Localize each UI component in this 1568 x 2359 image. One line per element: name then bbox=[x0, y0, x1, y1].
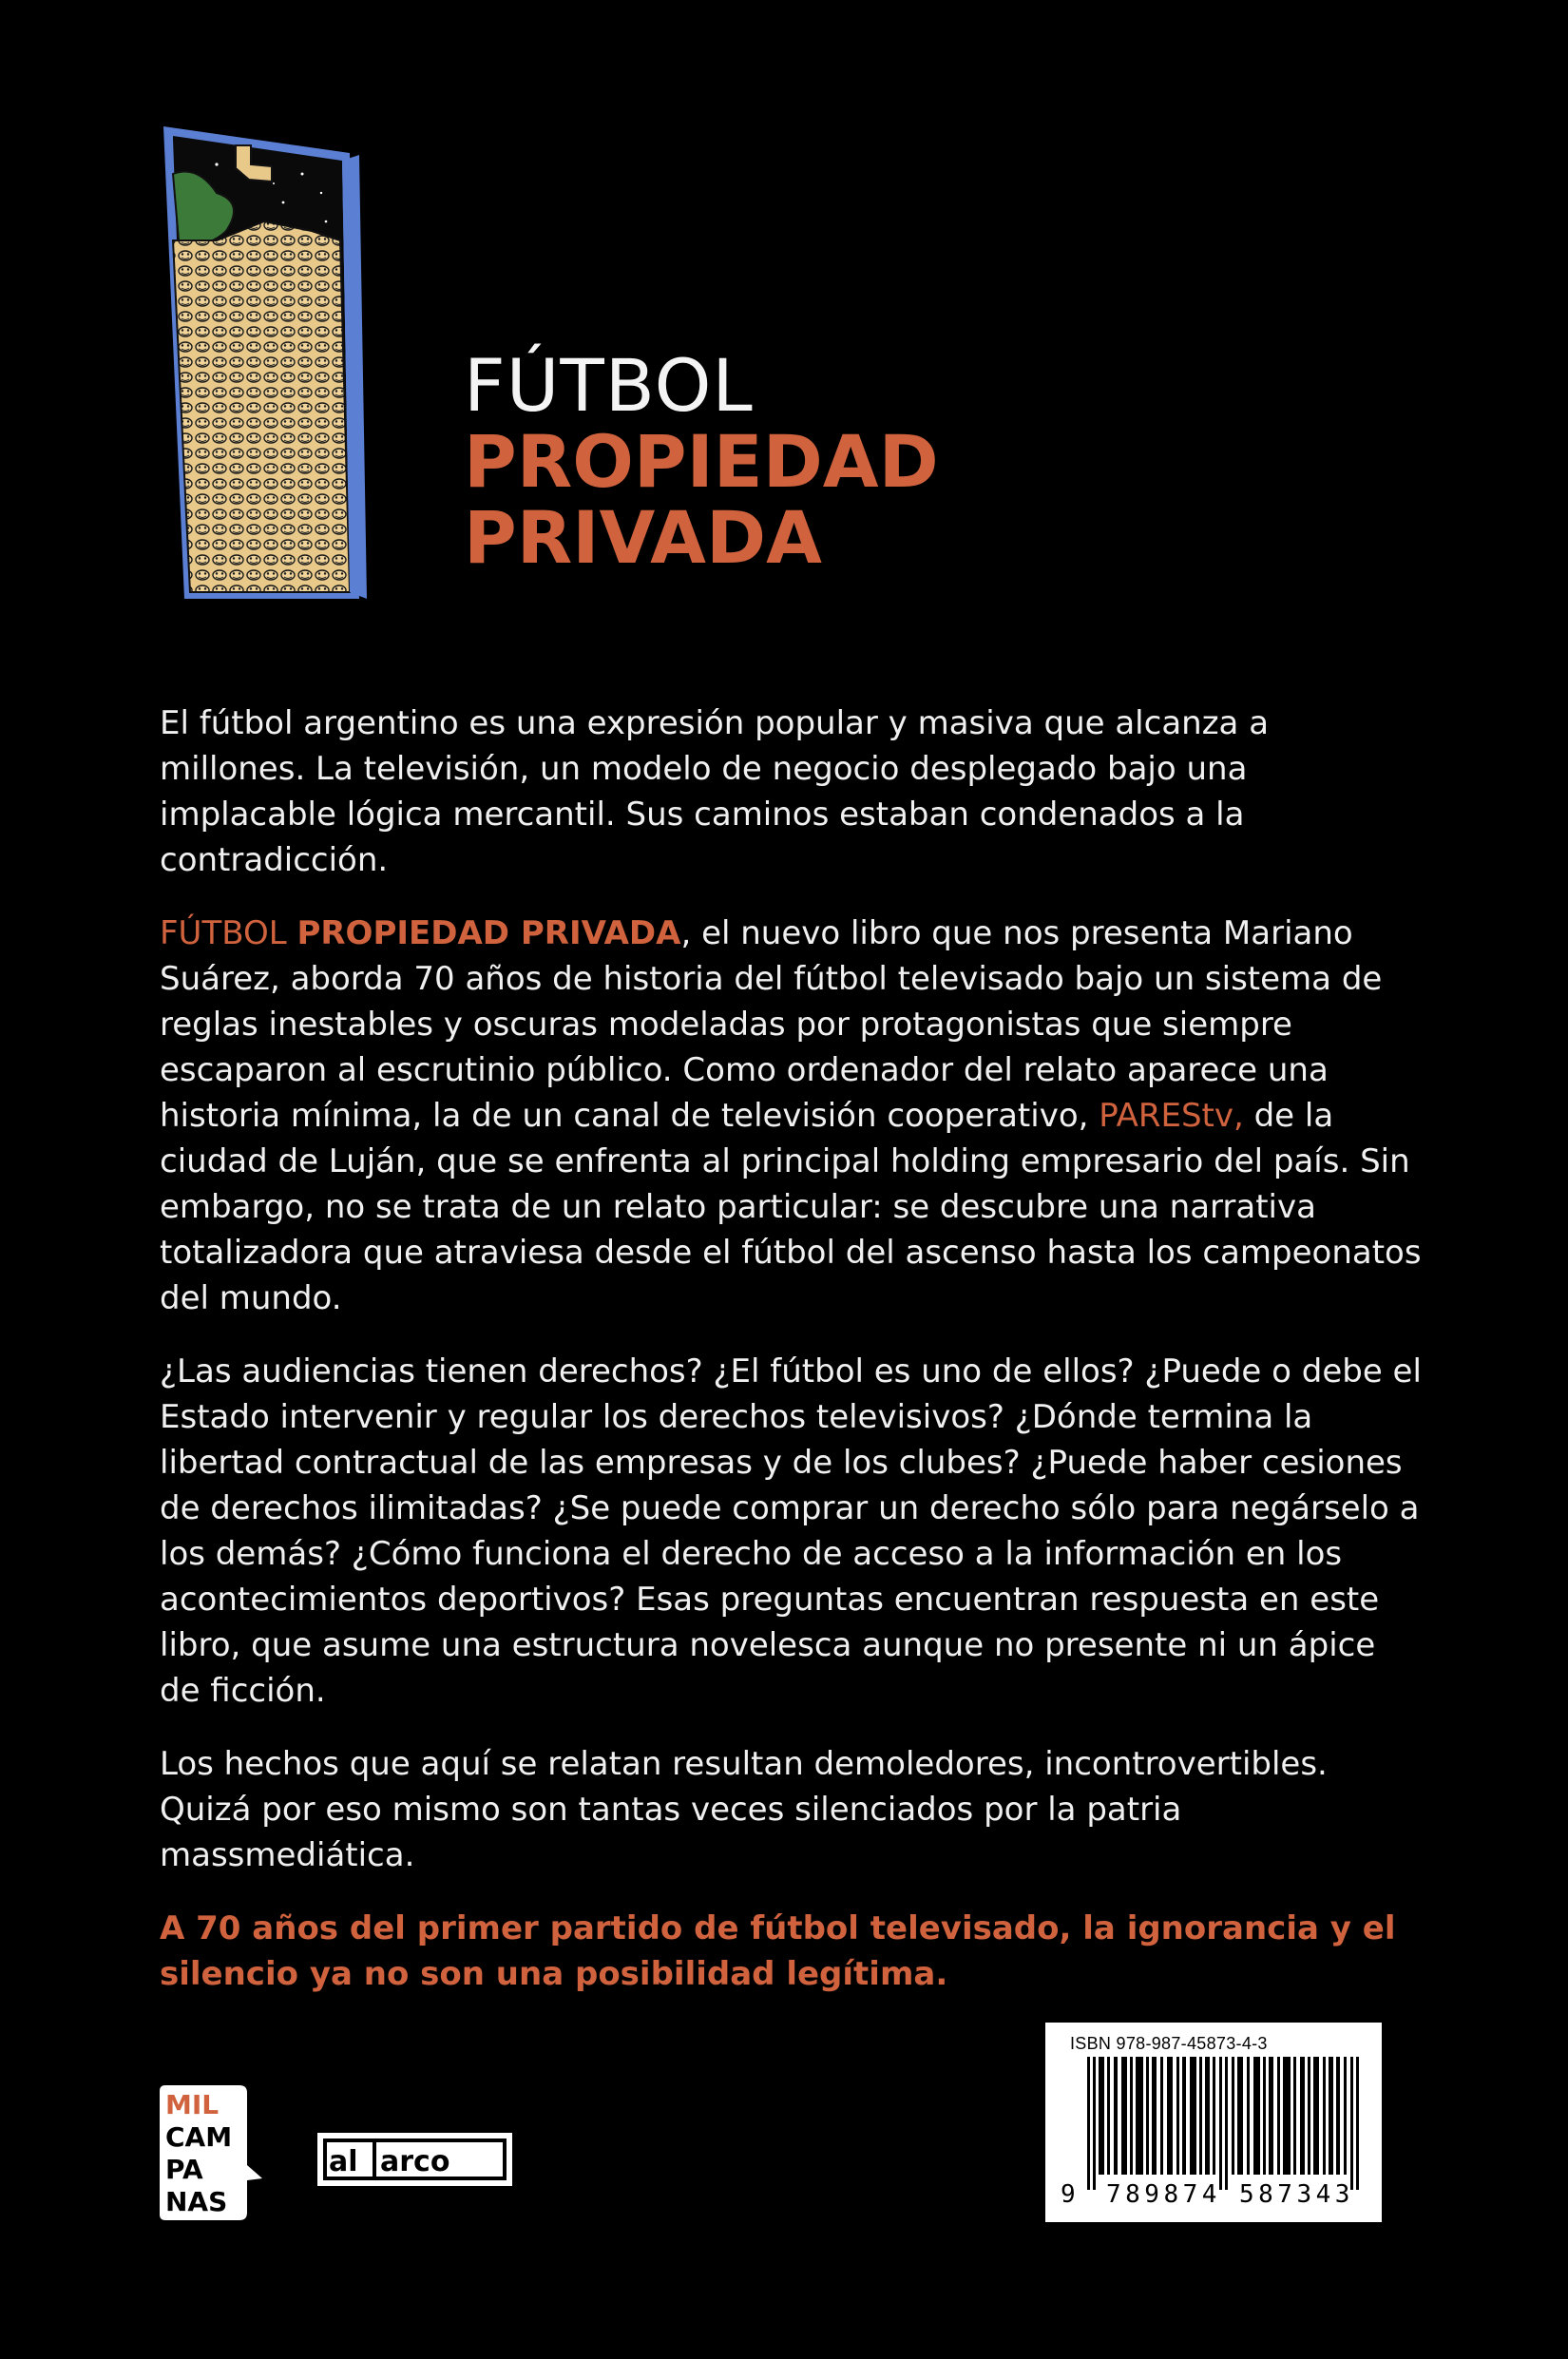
title-line-2: PROPIEDAD bbox=[464, 419, 939, 504]
paragraph-4: Los hechos que aquí se relatan resultan demoledores, incontrovertibles. Quizá por eso mismo son tantas veces silenciados por la patria massmediática. bbox=[160, 1745, 1328, 1874]
svg-text:NAS: NAS bbox=[165, 2186, 228, 2217]
alarco-logo bbox=[317, 2133, 512, 2186]
book-title-inline-b: PROPIEDAD PRIVADA bbox=[296, 914, 681, 952]
book-title-inline-a: FÚTBOL bbox=[160, 914, 297, 952]
paragraph-2 bbox=[160, 911, 1424, 1321]
stadium-crowd-illustration bbox=[160, 126, 373, 599]
isbn-label: ISBN 978-987-45873-4-3 bbox=[1070, 2034, 1268, 2053]
svg-text:PA: PA bbox=[165, 2154, 203, 2185]
paragraph-2-text-a: , el nuevo libro que nos presenta Mariano Suárez, aborda 70 años de historia del fútbol televisado bajo un sistema de reglas inestables y oscuras modeladas por protagonistas que siempre escaparon al escrutinio público. Como ordenador del relato aparece una historia mínima, la de un canal de televisión cooperativo, bbox=[160, 914, 1383, 1135]
isbn-barcode bbox=[1045, 2023, 1382, 2222]
svg-text:CAM: CAM bbox=[165, 2121, 233, 2153]
closing-statement: A 70 años del primer partido de fútbol televisado, la ignorancia y el silencio ya no son una posibilidad legítima. bbox=[160, 1909, 1396, 1993]
barcode-digit-first: 9 bbox=[1061, 2180, 1078, 2209]
synopsis bbox=[160, 700, 1424, 2024]
book-title bbox=[464, 343, 939, 580]
svg-text:al: al bbox=[329, 2145, 358, 2178]
title-line-1: FÚTBOL bbox=[464, 343, 754, 428]
barcode-bars bbox=[1087, 2057, 1363, 2190]
parestv-highlight: PAREStv, bbox=[1099, 1097, 1244, 1135]
barcode-digit-group-2: 587343 bbox=[1239, 2180, 1354, 2209]
paragraph-2-text-b: de la ciudad de Luján, que se enfrenta al principal holding empresario del país. Sin embargo, no se trata de un relato particular: se descubre una narrativa totalizadora que atraviesa desde el fútbol del ascenso hasta los campeonatos del mundo. bbox=[160, 1097, 1422, 1317]
paragraph-3: ¿Las audiencias tienen derechos? ¿El fútbol es uno de ellos? ¿Puede o debe el Estado intervenir y regular los derechos televisivos? ¿Dónde termina la libertad contractual de las empresas y de los clubes? ¿Puede haber cesiones de derechos ilimitadas? ¿Se puede comprar un derecho sólo para negárselo a los demás? ¿Cómo funciona el derecho de acceso a la información en los acontecimientos deportivos? Esas preguntas encuentran respuesta en este libro, que asume una estructura novelesca aunque no presente ni un ápice de ficción. bbox=[160, 1352, 1422, 1710]
barcode-digit-group-1: 789874 bbox=[1106, 2180, 1221, 2209]
title-line-3: PRIVADA bbox=[464, 495, 822, 580]
svg-text:arco: arco bbox=[380, 2145, 450, 2178]
paragraph-1: El fútbol argentino es una expresión popular y masiva que alcanza a millones. La televisión, un modelo de negocio desplegado bajo una implacable lógica mercantil. Sus caminos estaban condenados a la contradicción. bbox=[160, 704, 1270, 879]
milcampanas-logo bbox=[160, 2085, 262, 2220]
svg-text:MIL: MIL bbox=[165, 2089, 220, 2120]
